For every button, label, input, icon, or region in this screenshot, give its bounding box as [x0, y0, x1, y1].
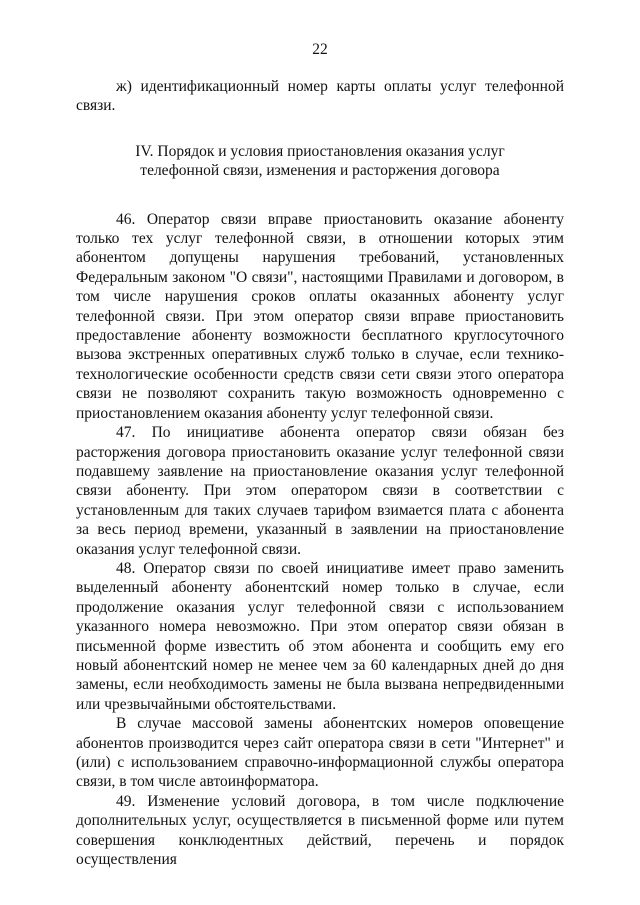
paragraph-48: 48. Оператор связи по своей инициативе имеет право заменить выделенный абоненту абонентский номер только в случае, если продолжение оказания услуг телефонной связи с использованием указанного номера невозможно. При этом оператор связи обязан в письменной форме известить об этом абонента и сообщить ему его новый абонентский номер не менее чем за 60 календарных дней до дня замены, если необходимость замены не была вызвана непредвиденными или чрезвычайными обстоятельствами. — [76, 559, 564, 713]
page-number: 22 — [312, 41, 328, 58]
paragraph-46: 46. Оператор связи вправе приостановить оказание абоненту только тех услуг телефонной связи, в отношении которых этим абонентом допущены нарушения требований, установленных Федеральным законом "О связи", настоящими Правилами и договором, в том числе нарушения сроков оплаты оказанных абоненту услуг телефонной связи. При этом оператор связи вправе приостановить предоставление абоненту возможности бесплатного круглосуточного вызова экстренных оперативных служб только в случае, если технико-технологические особенности средств связи сети связи этого оператора связи не позволяют сохранить такую возможность одновременно с приостановлением оказания абоненту услуг телефонной связи. — [76, 210, 564, 422]
section-heading — [76, 142, 564, 181]
paragraph-48-continued: В случае массовой замены абонентских номеров оповещение абонентов производится через сайт оператора связи в сети "Интернет" и (или) с использованием справочно-информационной службы оператора связи, в том числе автоинформатора. — [76, 715, 564, 791]
document-body — [76, 77, 564, 869]
section-heading-line-2: телефонной связи, изменения и расторжения договора — [140, 162, 500, 180]
paragraph-49: 49. Изменение условий договора, в том числе подключение дополнительных услуг, осуществляется в письменной форме или путем совершения конклюдентных действий, перечень и порядок осуществления — [76, 792, 564, 869]
intro-list-item: ж) идентификационный номер карты оплаты услуг телефонной связи. — [76, 78, 564, 115]
paragraph-47: 47. По инициативе абонента оператор связи обязан без расторжения договора приостановить оказание услуг телефонной связи подавшему заявление на приостановление оказания услуг телефонной связи абоненту. При этом оператором связи в соответствии с установленным для таких случаев тарифом взимается плата с абонента за весь период времени, указанный в заявлении на приостановление оказания услуг телефонной связи. — [76, 424, 564, 558]
section-heading-line-1: IV. Порядок и условия приостановления оказания услуг — [135, 142, 505, 160]
